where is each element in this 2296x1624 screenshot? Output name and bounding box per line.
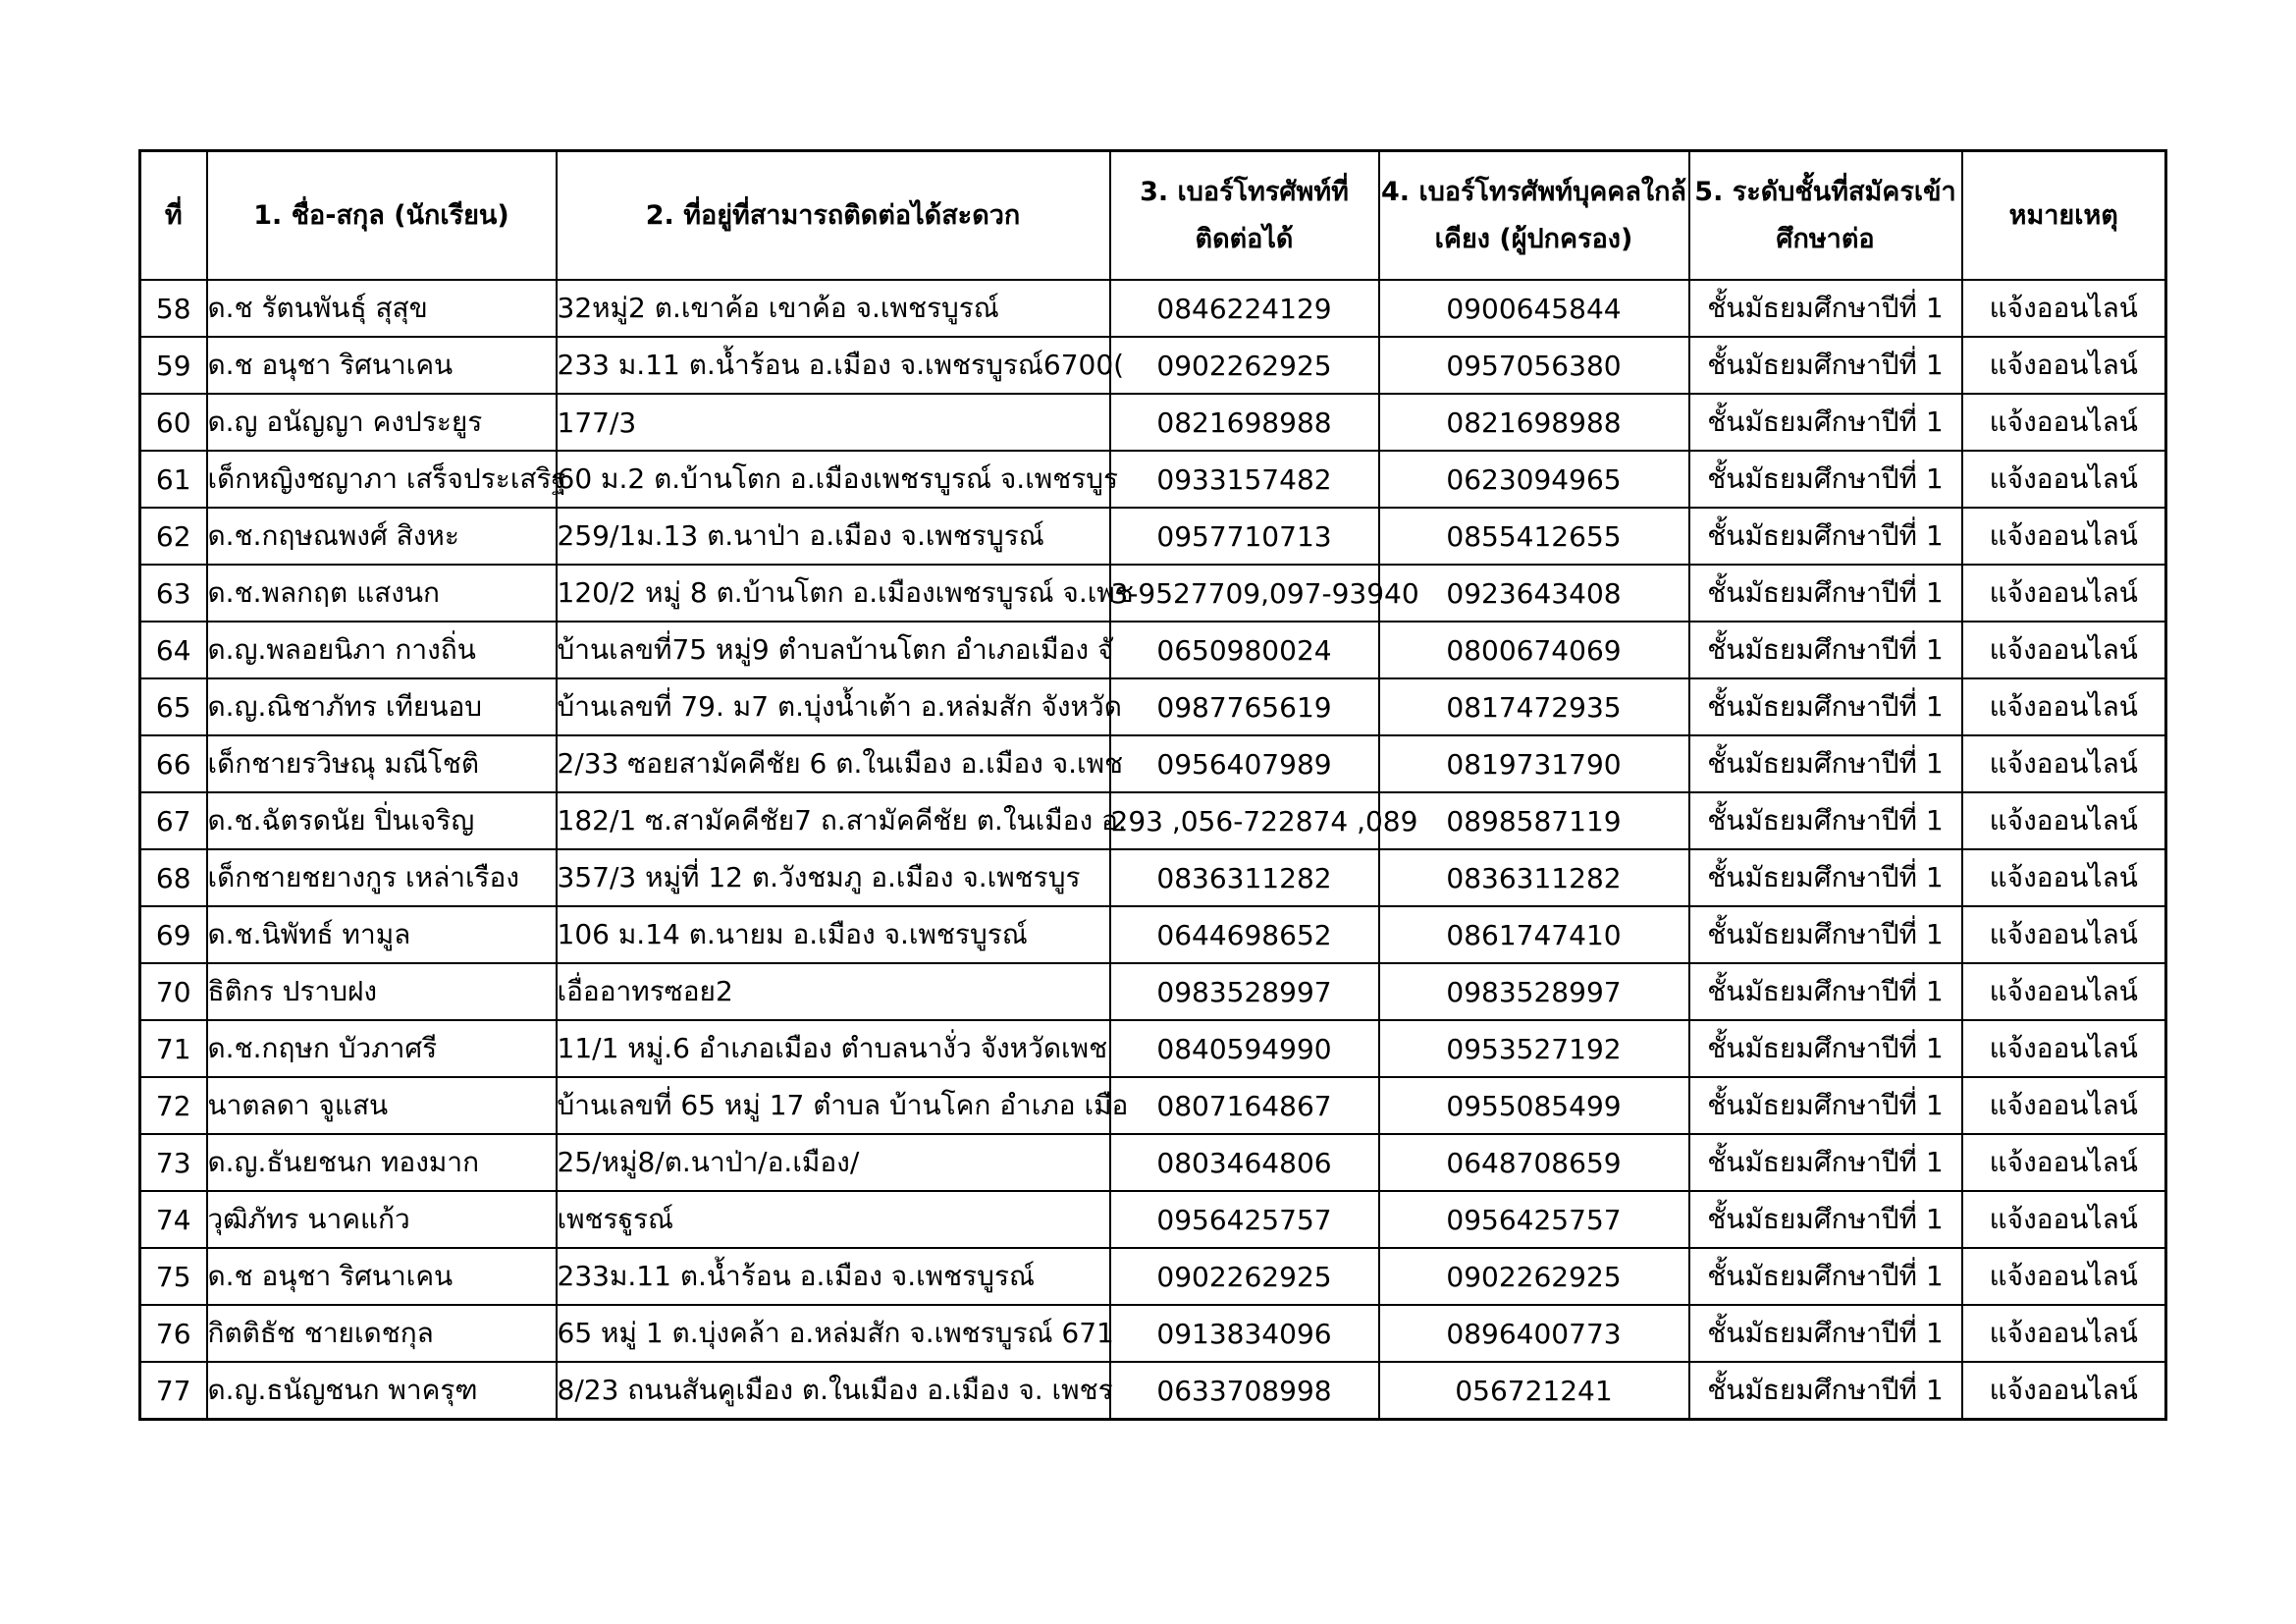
row-number-cell: 59 [140, 337, 207, 394]
address-cell: 25/หมู่8/ต.นาป่า/อ.เมือง/ [557, 1134, 1110, 1191]
phone-cell: 0840594990 [1110, 1020, 1379, 1077]
phone-cell: 0650980024 [1110, 622, 1379, 678]
row-number-cell: 62 [140, 508, 207, 565]
guardian-phone-cell: 0953527192 [1379, 1020, 1689, 1077]
note-cell: แจ้งออนไลน์ [1962, 1362, 2166, 1420]
level-cell: ชั้นมัธยมศึกษาปีที่ 1 [1689, 849, 1962, 906]
table-row [140, 1191, 2166, 1248]
guardian-phone-cell: 0902262925 [1379, 1248, 1689, 1305]
student-name-cell: นาตลดา จูแสน [207, 1077, 557, 1134]
address-cell: 65 หมู่ 1 ต.บุ่งคล้า อ.หล่มสัก จ.เพชรบูรณ์ 671 [557, 1305, 1110, 1362]
table-row [140, 280, 2166, 337]
header-guardian-phone: 4. เบอร์โทรศัพท์บุคคลใกล้เคียง (ผู้ปกครอง) [1379, 151, 1689, 281]
guardian-phone-cell: 0955085499 [1379, 1077, 1689, 1134]
note-cell: แจ้งออนไลน์ [1962, 508, 2166, 565]
phone-cell: 0956407989 [1110, 735, 1379, 792]
level-cell: ชั้นมัธยมศึกษาปีที่ 1 [1689, 280, 1962, 337]
phone-cell: 0933157482 [1110, 451, 1379, 508]
guardian-phone-cell: 0821698988 [1379, 394, 1689, 451]
student-contact-table [138, 149, 2167, 1421]
level-cell: ชั้นมัธยมศึกษาปีที่ 1 [1689, 622, 1962, 678]
level-cell: ชั้นมัธยมศึกษาปีที่ 1 [1689, 678, 1962, 735]
table-row [140, 1077, 2166, 1134]
phone-cell: 0983528997 [1110, 963, 1379, 1020]
note-cell: แจ้งออนไลน์ [1962, 280, 2166, 337]
table-row [140, 1248, 2166, 1305]
row-number-cell: 75 [140, 1248, 207, 1305]
phone-cell: 0821698988 [1110, 394, 1379, 451]
phone-cell: 0846224129 [1110, 280, 1379, 337]
address-cell: บ้านเลขที่ 79. ม7 ต.บุ่งน้ำเต้า อ.หล่มสัก จังหวัด [557, 678, 1110, 735]
row-number-cell: 63 [140, 565, 207, 622]
guardian-phone-cell: 0898587119 [1379, 792, 1689, 849]
row-number-cell: 77 [140, 1362, 207, 1420]
student-name-cell: ด.ญ.พลอยนิภา กางถิ่น [207, 622, 557, 678]
guardian-phone-cell: 0623094965 [1379, 451, 1689, 508]
phone-cell: 293 ,056-722874 ,089 [1110, 792, 1379, 849]
row-number-cell: 61 [140, 451, 207, 508]
header-address: 2. ที่อยู่ที่สามารถติดต่อได้สะดวก [557, 151, 1110, 281]
address-cell: 32หมู่2 ต.เขาค้อ เขาค้อ จ.เพชรบูรณ์ [557, 280, 1110, 337]
level-cell: ชั้นมัธยมศึกษาปีที่ 1 [1689, 1362, 1962, 1420]
table-row [140, 394, 2166, 451]
student-name-cell: ด.ญ อนัญญา คงประยูร [207, 394, 557, 451]
level-cell: ชั้นมัธยมศึกษาปีที่ 1 [1689, 565, 1962, 622]
table-row [140, 622, 2166, 678]
phone-cell: 0902262925 [1110, 337, 1379, 394]
address-cell: 177/3 [557, 394, 1110, 451]
level-cell: ชั้นมัธยมศึกษาปีที่ 1 [1689, 1020, 1962, 1077]
address-cell: 106 ม.14 ต.นายม อ.เมือง จ.เพชรบูรณ์ [557, 906, 1110, 963]
student-name-cell: ด.ช.กฤษก บัวภาศรี [207, 1020, 557, 1077]
note-cell: แจ้งออนไลน์ [1962, 1248, 2166, 1305]
note-cell: แจ้งออนไลน์ [1962, 622, 2166, 678]
student-name-cell: ด.ญ.ธันยชนก ทองมาก [207, 1134, 557, 1191]
student-name-cell: ด.ญ.ณิชาภัทร เทียนอบ [207, 678, 557, 735]
header-phone: 3. เบอร์โทรศัพท์ที่ติดต่อได้ [1110, 151, 1379, 281]
level-cell: ชั้นมัธยมศึกษาปีที่ 1 [1689, 337, 1962, 394]
table-row [140, 451, 2166, 508]
student-name-cell: ด.ช.นิพัทธ์ ทามูล [207, 906, 557, 963]
guardian-phone-cell: 0648708659 [1379, 1134, 1689, 1191]
note-cell: แจ้งออนไลน์ [1962, 963, 2166, 1020]
student-name-cell: ธิติกร ปราบฝง [207, 963, 557, 1020]
address-cell: บ้านเลขที่75 หมู่9 ตำบลบ้านโตก อำเภอเมือง จั [557, 622, 1110, 678]
phone-cell: 0987765619 [1110, 678, 1379, 735]
note-cell: แจ้งออนไลน์ [1962, 678, 2166, 735]
phone-cell: 0902262925 [1110, 1248, 1379, 1305]
student-name-cell: เด็กหญิงชญาภา เสร็จประเสริฐ [207, 451, 557, 508]
note-cell: แจ้งออนไลน์ [1962, 1134, 2166, 1191]
phone-cell: 0957710713 [1110, 508, 1379, 565]
level-cell: ชั้นมัธยมศึกษาปีที่ 1 [1689, 1077, 1962, 1134]
guardian-phone-cell: 056721241 [1379, 1362, 1689, 1420]
note-cell: แจ้งออนไลน์ [1962, 1077, 2166, 1134]
note-cell: แจ้งออนไลน์ [1962, 565, 2166, 622]
student-name-cell: วุฒิภัทร นาคแก้ว [207, 1191, 557, 1248]
row-number-cell: 71 [140, 1020, 207, 1077]
row-number-cell: 74 [140, 1191, 207, 1248]
table-row [140, 963, 2166, 1020]
student-name-cell: กิตติธัช ชายเดชกุล [207, 1305, 557, 1362]
row-number-cell: 76 [140, 1305, 207, 1362]
level-cell: ชั้นมัธยมศึกษาปีที่ 1 [1689, 1248, 1962, 1305]
phone-cell: 0913834096 [1110, 1305, 1379, 1362]
note-cell: แจ้งออนไลน์ [1962, 394, 2166, 451]
row-number-cell: 58 [140, 280, 207, 337]
header-name: 1. ชื่อ-สกุล (นักเรียน) [207, 151, 557, 281]
phone-cell: 0956425757 [1110, 1191, 1379, 1248]
row-number-cell: 66 [140, 735, 207, 792]
guardian-phone-cell: 0861747410 [1379, 906, 1689, 963]
table-row [140, 1134, 2166, 1191]
row-number-cell: 68 [140, 849, 207, 906]
student-name-cell: ด.ช.กฤษณพงศ์ สิงหะ [207, 508, 557, 565]
note-cell: แจ้งออนไลน์ [1962, 1191, 2166, 1248]
student-name-cell: ด.ช.พลกฤต แสงนก [207, 565, 557, 622]
guardian-phone-cell: 0836311282 [1379, 849, 1689, 906]
address-cell: 182/1 ซ.สามัคคีชัย7 ถ.สามัคคีชัย ต.ในเมือง อ. [557, 792, 1110, 849]
student-name-cell: ด.ช อนุชา ริศนาเคน [207, 337, 557, 394]
table-row [140, 565, 2166, 622]
level-cell: ชั้นมัธยมศึกษาปีที่ 1 [1689, 451, 1962, 508]
level-cell: ชั้นมัธยมศึกษาปีที่ 1 [1689, 963, 1962, 1020]
header-note: หมายเหตุ [1962, 151, 2166, 281]
row-number-cell: 60 [140, 394, 207, 451]
address-cell: 11/1 หมู่.6 อำเภอเมือง ตำบลนางั่ว จังหวัดเพช [557, 1020, 1110, 1077]
address-cell: 2/33 ซอยสามัคคีชัย 6 ต.ในเมือง อ.เมือง จ.เพช [557, 735, 1110, 792]
level-cell: ชั้นมัธยมศึกษาปีที่ 1 [1689, 1305, 1962, 1362]
table-row [140, 792, 2166, 849]
note-cell: แจ้งออนไลน์ [1962, 1020, 2166, 1077]
student-name-cell: เด็กชายรวิษณุ มณีโชติ [207, 735, 557, 792]
student-name-cell: ด.ช อนุชา ริศนาเคน [207, 1248, 557, 1305]
guardian-phone-cell: 0923643408 [1379, 565, 1689, 622]
phone-cell: 0803464806 [1110, 1134, 1379, 1191]
level-cell: ชั้นมัธยมศึกษาปีที่ 1 [1689, 906, 1962, 963]
note-cell: แจ้งออนไลน์ [1962, 735, 2166, 792]
row-number-cell: 73 [140, 1134, 207, 1191]
header-level: 5. ระดับชั้นที่สมัครเข้าศึกษาต่อ [1689, 151, 1962, 281]
guardian-phone-cell: 0800674069 [1379, 622, 1689, 678]
table-row [140, 906, 2166, 963]
student-name-cell: ด.ช รัตนพันธุ์ สุสุข [207, 280, 557, 337]
student-name-cell: ด.ช.ฉัตรดนัย ปิ่นเจริญ [207, 792, 557, 849]
level-cell: ชั้นมัธยมศึกษาปีที่ 1 [1689, 735, 1962, 792]
table-row [140, 1362, 2166, 1420]
address-cell: 259/1ม.13 ต.นาป่า อ.เมือง จ.เพชรบูรณ์ [557, 508, 1110, 565]
phone-cell: 0807164867 [1110, 1077, 1379, 1134]
address-cell: บ้านเลขที่ 65 หมู่ 17 ตำบล บ้านโคก อำเภอ เมือ [557, 1077, 1110, 1134]
student-name-cell: ด.ญ.ธนัญชนก พาครุฑ [207, 1362, 557, 1420]
level-cell: ชั้นมัธยมศึกษาปีที่ 1 [1689, 508, 1962, 565]
row-number-cell: 64 [140, 622, 207, 678]
row-number-cell: 65 [140, 678, 207, 735]
phone-cell: 0836311282 [1110, 849, 1379, 906]
note-cell: แจ้งออนไลน์ [1962, 849, 2166, 906]
table-row [140, 1305, 2166, 1362]
address-cell: 120/2 หมู่ 8 ต.บ้านโตก อ.เมืองเพชรบูรณ์ จ.เพช [557, 565, 1110, 622]
header-no: ที่ [140, 151, 207, 281]
header-row [140, 151, 2166, 281]
row-number-cell: 69 [140, 906, 207, 963]
address-cell: 233 ม.11 ต.น้ำร้อน อ.เมือง จ.เพชรบูรณ์6700( [557, 337, 1110, 394]
row-number-cell: 70 [140, 963, 207, 1020]
guardian-phone-cell: 0900645844 [1379, 280, 1689, 337]
address-cell: 8/23 ถนนสันคูเมือง ต.ในเมือง อ.เมือง จ. เพชร [557, 1362, 1110, 1420]
note-cell: แจ้งออนไลน์ [1962, 337, 2166, 394]
row-number-cell: 72 [140, 1077, 207, 1134]
phone-cell: 0633708998 [1110, 1362, 1379, 1420]
address-cell: เอื่ออาทรซอย2 [557, 963, 1110, 1020]
guardian-phone-cell: 0817472935 [1379, 678, 1689, 735]
address-cell: 357/3 หมู่ที่ 12 ต.วังชมภู อ.เมือง จ.เพชรบูร [557, 849, 1110, 906]
guardian-phone-cell: 0983528997 [1379, 963, 1689, 1020]
note-cell: แจ้งออนไลน์ [1962, 906, 2166, 963]
table-row [140, 735, 2166, 792]
table-row [140, 337, 2166, 394]
guardian-phone-cell: 0957056380 [1379, 337, 1689, 394]
level-cell: ชั้นมัธยมศึกษาปีที่ 1 [1689, 394, 1962, 451]
guardian-phone-cell: 0819731790 [1379, 735, 1689, 792]
level-cell: ชั้นมัธยมศึกษาปีที่ 1 [1689, 1134, 1962, 1191]
table-row [140, 1020, 2166, 1077]
student-name-cell: เด็กชายชยางกูร เหล่าเรือง [207, 849, 557, 906]
level-cell: ชั้นมัธยมศึกษาปีที่ 1 [1689, 1191, 1962, 1248]
phone-cell: 3-9527709,097-93940 [1110, 565, 1379, 622]
phone-cell: 0644698652 [1110, 906, 1379, 963]
address-cell: เพชรฐูรณ์ [557, 1191, 1110, 1248]
address-cell: 233ม.11 ต.น้ำร้อน อ.เมือง จ.เพชรบูรณ์ [557, 1248, 1110, 1305]
level-cell: ชั้นมัธยมศึกษาปีที่ 1 [1689, 792, 1962, 849]
guardian-phone-cell: 0896400773 [1379, 1305, 1689, 1362]
note-cell: แจ้งออนไลน์ [1962, 1305, 2166, 1362]
table-row [140, 849, 2166, 906]
address-cell: 60 ม.2 ต.บ้านโตก อ.เมืองเพชรบูรณ์ จ.เพชรบูร [557, 451, 1110, 508]
row-number-cell: 67 [140, 792, 207, 849]
guardian-phone-cell: 0956425757 [1379, 1191, 1689, 1248]
table-row [140, 678, 2166, 735]
table-row [140, 508, 2166, 565]
note-cell: แจ้งออนไลน์ [1962, 792, 2166, 849]
guardian-phone-cell: 0855412655 [1379, 508, 1689, 565]
note-cell: แจ้งออนไลน์ [1962, 451, 2166, 508]
